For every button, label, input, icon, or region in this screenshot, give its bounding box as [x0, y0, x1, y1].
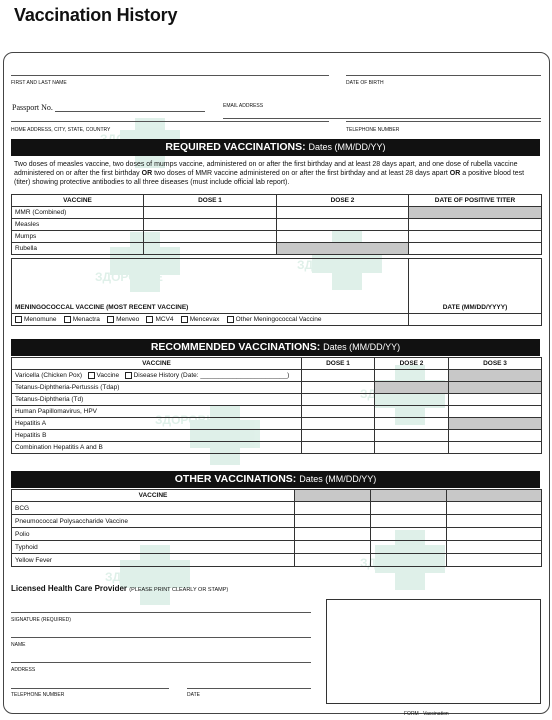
table-row	[12, 502, 542, 515]
provider-telephone-label: TELEPHONE NUMBER	[11, 692, 65, 698]
telephone-field[interactable]	[346, 121, 541, 122]
date-cell[interactable]	[295, 528, 371, 541]
vaccine-name: Typhoid	[12, 541, 295, 554]
checkbox-option[interactable]: Menactra	[64, 316, 100, 323]
col-date	[371, 490, 447, 502]
provider-address-field[interactable]	[11, 662, 311, 663]
required-table-header	[12, 195, 542, 207]
date-cell[interactable]	[447, 515, 542, 528]
dose2-cell-disabled	[277, 243, 409, 255]
dose3-cell-disabled	[449, 370, 542, 382]
date-cell[interactable]	[371, 515, 447, 528]
vaccine-name: MMR (Combined)	[12, 207, 144, 219]
telephone-label: TELEPHONE NUMBER	[346, 127, 400, 133]
dose1-cell[interactable]	[302, 418, 375, 430]
provider-name-label: NAME	[11, 642, 26, 648]
dose1-cell[interactable]	[302, 394, 375, 406]
checkbox-option[interactable]: Mencevax	[181, 316, 220, 323]
col-vaccine: VACCINE	[12, 195, 144, 207]
checkbox-option[interactable]: Menveo	[107, 316, 139, 323]
other-table	[11, 489, 542, 567]
dose2-cell[interactable]	[277, 219, 409, 231]
dose1-cell[interactable]	[302, 406, 375, 418]
watermark-logo: ЗДОРОВЬЕ	[297, 230, 407, 295]
checkbox-icon	[88, 372, 95, 379]
vaccine-name: Varicella (Chicken Pox) Vaccine Disease History (Date: ________________________)	[12, 370, 302, 382]
dose3-cell[interactable]	[449, 394, 542, 406]
table-row	[12, 243, 542, 255]
table-row	[12, 382, 542, 394]
dose2-cell[interactable]	[375, 442, 449, 454]
col-dose1: DOSE 1	[144, 195, 277, 207]
page-title: Vaccination History	[14, 5, 178, 25]
watermark-logo: ЗДОРОВЬЕ	[95, 232, 205, 297]
vaccine-name: Rubella	[12, 243, 144, 255]
vaccine-name: BCG	[12, 502, 295, 515]
vaccine-name: Yellow Fever	[12, 554, 295, 567]
address-label: HOME ADDRESS, CITY, STATE, COUNTRY	[11, 127, 111, 133]
table-row	[12, 418, 542, 430]
dose1-cell[interactable]	[302, 442, 375, 454]
dose3-cell[interactable]	[449, 430, 542, 442]
passport-field[interactable]	[55, 111, 205, 112]
email-label: EMAIL ADDRESS	[223, 103, 264, 109]
dose2-cell[interactable]	[375, 430, 449, 442]
col-dose1: DOSE 1	[302, 358, 375, 370]
required-description: Two doses of measles vaccine, two doses of mumps vaccine, administered on or after the first birthday and at least 28 days apart, and one dose of rubella vaccine administered on or after the first birthday OR two doses of MMR vaccine administered on or after the first birthday and at least 28 days apart OR a positive blood test (titer) showing protective antibodies to all three diseases (must include official lab report).	[14, 161, 525, 186]
checkbox-option[interactable]: Vaccine	[88, 372, 120, 379]
watermark-logo: ЗДОРОВЬЕ	[360, 365, 470, 430]
table-row	[12, 541, 542, 554]
provider-date-field[interactable]	[187, 688, 311, 689]
dose2-cell-disabled	[375, 382, 449, 394]
table-row	[12, 207, 542, 219]
recommended-table	[11, 357, 542, 454]
provider-date-label: DATE	[187, 692, 200, 698]
dose1-cell[interactable]	[302, 370, 375, 382]
recommended-table-header	[12, 358, 542, 370]
address-field[interactable]	[11, 121, 329, 122]
passport-label: Passport No.	[12, 103, 53, 112]
vaccine-name: Tetanus-Diphtheria-Pertussis (Tdap)	[12, 382, 302, 394]
date-cell[interactable]	[295, 541, 371, 554]
other-title: OTHER VACCINATIONS:	[174, 473, 297, 485]
checkbox-option[interactable]: MCV4	[146, 316, 173, 323]
table-row	[12, 406, 542, 418]
dose2-cell[interactable]	[375, 394, 449, 406]
date-cell[interactable]	[371, 502, 447, 515]
name-label: FIRST AND LAST NAME	[11, 80, 67, 86]
table-row	[12, 219, 542, 231]
dose1-cell[interactable]	[144, 243, 277, 255]
checkbox-icon	[64, 316, 71, 323]
table-row	[12, 430, 542, 442]
dose3-cell[interactable]	[449, 442, 542, 454]
dob-field[interactable]	[346, 75, 541, 76]
email-field[interactable]	[223, 118, 541, 119]
provider-telephone-field[interactable]	[11, 688, 169, 689]
dose2-cell[interactable]	[375, 418, 449, 430]
date-cell[interactable]	[447, 528, 542, 541]
other-header	[11, 471, 540, 488]
vaccine-name: Human Papillomavirus, HPV	[12, 406, 302, 418]
other-table-header	[12, 490, 542, 502]
stamp-box[interactable]	[326, 599, 541, 704]
date-cell[interactable]	[447, 541, 542, 554]
dose2-cell[interactable]	[375, 406, 449, 418]
checkbox-icon	[107, 316, 114, 323]
date-cell[interactable]	[295, 515, 371, 528]
dose1-cell[interactable]	[302, 430, 375, 442]
table-row	[12, 554, 542, 567]
dose2-cell[interactable]	[375, 370, 449, 382]
col-dose3: DOSE 3	[449, 358, 542, 370]
recommended-title: RECOMMENDED VACCINATIONS:	[150, 341, 321, 353]
mening-spacer	[409, 259, 542, 303]
table-row	[12, 528, 542, 541]
table-row	[12, 442, 542, 454]
col-date	[295, 490, 371, 502]
signature-field[interactable]	[11, 612, 311, 613]
provider-address-label: ADDRESS	[11, 667, 36, 673]
footer-text: FORM - Vaccination	[404, 711, 449, 717]
vaccine-name: Hepatitis A	[12, 418, 302, 430]
provider-title: Licensed Health Care Provider (PLEASE PRINT CLEARLY OR STAMP)	[11, 584, 229, 593]
checkbox-icon	[181, 316, 188, 323]
mening-date-cell[interactable]	[409, 314, 542, 326]
dose3-cell-disabled	[449, 418, 542, 430]
vaccine-name: Hepatitis B	[12, 430, 302, 442]
checkbox-icon	[146, 316, 153, 323]
vaccine-name: Tetanus-Diphtheria (Td)	[12, 394, 302, 406]
col-dose2: DOSE 2	[375, 358, 449, 370]
required-table	[11, 194, 542, 255]
titer-cell[interactable]	[409, 219, 542, 231]
dose3-cell-disabled	[449, 382, 542, 394]
signature-label: SIGNATURE (REQUIRED)	[11, 617, 71, 623]
provider-name-field[interactable]	[11, 637, 311, 638]
col-vaccine: VACCINE	[12, 358, 302, 370]
date-cell[interactable]	[295, 502, 371, 515]
watermark-logo: ЗДОРОВЬЕ	[175, 405, 285, 470]
checkbox-icon	[227, 316, 234, 323]
mening-label: MENINGOCOCCAL VACCINE (MOST RECENT VACCINE)	[12, 302, 409, 314]
date-cell[interactable]	[371, 528, 447, 541]
checkbox-option[interactable]: Menomune	[15, 316, 57, 323]
watermark-logo: ЗДОРОВЬЕ	[360, 530, 470, 595]
vaccine-name: Pneumococcal Polysaccharide Vaccine	[12, 515, 295, 528]
mening-spacer	[12, 259, 409, 303]
dose1-cell[interactable]	[144, 207, 277, 219]
col-vaccine: VACCINE	[12, 490, 295, 502]
vaccine-name: Combination Hepatitis A and B	[12, 442, 302, 454]
checkbox-icon	[125, 372, 132, 379]
dob-label: DATE OF BIRTH	[346, 80, 384, 86]
dose1-cell[interactable]	[302, 382, 375, 394]
col-titer: DATE OF POSITIVE TITER	[409, 195, 542, 207]
dose1-cell[interactable]	[144, 231, 277, 243]
titer-cell[interactable]	[409, 243, 542, 255]
dose3-cell[interactable]	[449, 406, 542, 418]
dose1-cell[interactable]	[144, 219, 277, 231]
recommended-header	[11, 339, 540, 356]
date-cell[interactable]	[371, 554, 447, 567]
table-row	[12, 231, 542, 243]
col-dose2: DOSE 2	[277, 195, 409, 207]
date-cell[interactable]	[447, 554, 542, 567]
watermark-logo: ЗДОРОВЬЕ	[105, 545, 215, 610]
checkbox-option[interactable]: Disease History (Date: ________________________)	[125, 372, 290, 379]
date-cell[interactable]	[371, 541, 447, 554]
recommended-dates: Dates (MM/DD/YY)	[323, 342, 401, 352]
titer-cell-disabled	[409, 207, 542, 219]
col-date	[447, 490, 542, 502]
other-dates: Dates (MM/DD/YY)	[299, 474, 377, 484]
name-field[interactable]	[11, 75, 329, 76]
mening-date-label: DATE (MM/DD/YYYY)	[409, 302, 542, 314]
vaccine-name: Polio	[12, 528, 295, 541]
checkbox-option[interactable]: Other Meningococcal Vaccine	[227, 316, 322, 323]
vaccine-name: Measles	[12, 219, 144, 231]
meningococcal-table	[11, 258, 542, 326]
required-header	[11, 139, 540, 156]
dose2-cell[interactable]	[277, 231, 409, 243]
vaccine-name: Mumps	[12, 231, 144, 243]
mening-options	[12, 314, 409, 326]
table-row	[12, 515, 542, 528]
dose2-cell[interactable]	[277, 207, 409, 219]
provider-note: (PLEASE PRINT CLEARLY OR STAMP)	[129, 587, 229, 593]
date-cell[interactable]	[447, 502, 542, 515]
table-row	[12, 370, 542, 382]
date-cell[interactable]	[295, 554, 371, 567]
required-dates: Dates (MM/DD/YY)	[308, 142, 386, 152]
required-title: REQUIRED VACCINATIONS:	[165, 141, 306, 153]
titer-cell[interactable]	[409, 231, 542, 243]
table-row	[12, 394, 542, 406]
checkbox-icon	[15, 316, 22, 323]
